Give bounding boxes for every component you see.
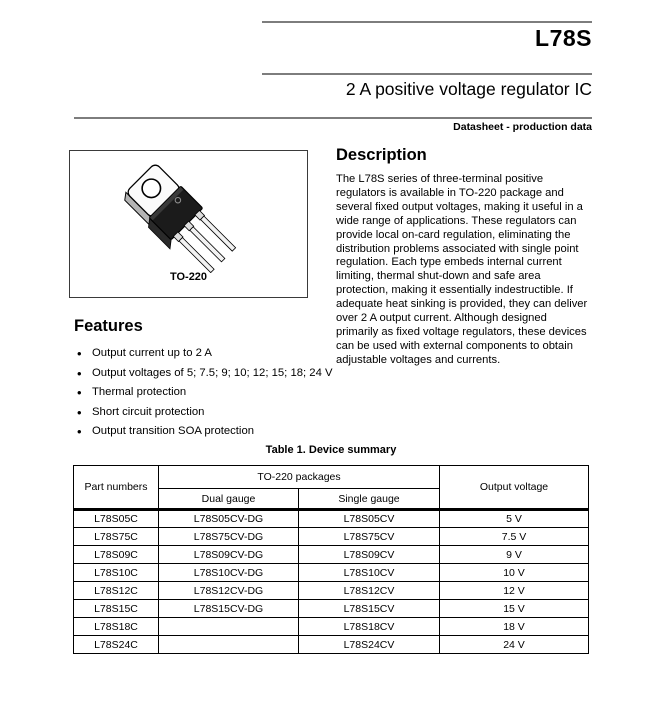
output-voltage-cell: 10 V [440,564,589,582]
dual-gauge-cell: L78S75CV-DG [159,528,299,546]
part-number-cell: L78S09C [74,546,159,564]
part-number-cell: L78S75C [74,528,159,546]
dual-gauge-cell: L78S12CV-DG [159,582,299,600]
part-number-cell: L78S15C [74,600,159,618]
feature-item: • Short circuit protection [74,406,364,418]
dual-gauge-cell: L78S05CV-DG [159,510,299,528]
output-voltage-cell: 18 V [440,618,589,636]
dual-gauge-cell [159,636,299,654]
single-gauge-cell: L78S09CV [299,546,440,564]
doc-type-label: Datasheet - production data [453,121,592,133]
features-heading: Features [74,317,143,335]
col-header-part-numbers: Part numbers [74,466,159,510]
part-number-cell: L78S10C [74,564,159,582]
col-header-single-gauge: Single gauge [299,489,440,510]
table-row [74,600,589,618]
table-row [74,510,589,528]
description-text: The L78S series of three-terminal positive regulators is available in TO-220 package and several fixed output voltages, making it useful in a wide range of applications. These regulators can provide local on-card regulation, eliminating the distribution problems associated with single point regulation. Each type embeds internal current limiting, thermal shut-down and safe area protection, making it essentially indestructible. If adequate heat sinking is provided, they can deliver over 2 A output current. Although designed primarily as fixed voltage regulators, these devices can be used with external components to obtain adjustable voltages and currents. [336,173,588,366]
features-list [74,347,364,445]
package-name-label: TO-220 [169,271,208,283]
single-gauge-cell: L78S18CV [299,618,440,636]
part-number-cell: L78S12C [74,582,159,600]
part-number-cell: L78S24C [74,636,159,654]
feature-item: • Output voltages of 5; 7.5; 9; 10; 12; 15; 18; 24 V [74,367,364,379]
output-voltage-cell: 9 V [440,546,589,564]
dual-gauge-cell: L78S10CV-DG [159,564,299,582]
to-220-package-icon [70,155,307,273]
col-header-dual-gauge: Dual gauge [159,489,299,510]
table-row [74,546,589,564]
output-voltage-cell: 12 V [440,582,589,600]
header-rule-middle [262,73,592,75]
package-image-frame [69,150,308,298]
single-gauge-cell: L78S12CV [299,582,440,600]
page-subtitle: 2 A positive voltage regulator IC [345,79,592,99]
table-row [74,528,589,546]
output-voltage-cell: 24 V [440,636,589,654]
part-number-cell: L78S18C [74,618,159,636]
header-rule-top [262,21,592,23]
table-row [74,618,589,636]
table-title: Table 1. Device summary [265,444,397,456]
dual-gauge-cell [159,618,299,636]
output-voltage-cell: 5 V [440,510,589,528]
description-heading: Description [336,146,427,164]
feature-item: • Thermal protection [74,386,364,398]
output-voltage-cell: 15 V [440,600,589,618]
table-row [74,582,589,600]
col-header-package-group: TO-220 packages [159,466,440,489]
single-gauge-cell: L78S24CV [299,636,440,654]
single-gauge-cell: L78S15CV [299,600,440,618]
single-gauge-cell: L78S05CV [299,510,440,528]
table-row [74,636,589,654]
dual-gauge-cell: L78S09CV-DG [159,546,299,564]
col-header-output-voltage: Output voltage [440,466,589,510]
page-title: L78S [535,25,592,51]
single-gauge-cell: L78S10CV [299,564,440,582]
single-gauge-cell: L78S75CV [299,528,440,546]
table-row [74,564,589,582]
feature-item: • Output transition SOA protection [74,425,364,437]
device-summary-table [73,465,589,654]
dual-gauge-cell: L78S15CV-DG [159,600,299,618]
output-voltage-cell: 7.5 V [440,528,589,546]
feature-item: • Output current up to 2 A [74,347,364,359]
header-rule-bottom [74,117,592,119]
part-number-cell: L78S05C [74,510,159,528]
